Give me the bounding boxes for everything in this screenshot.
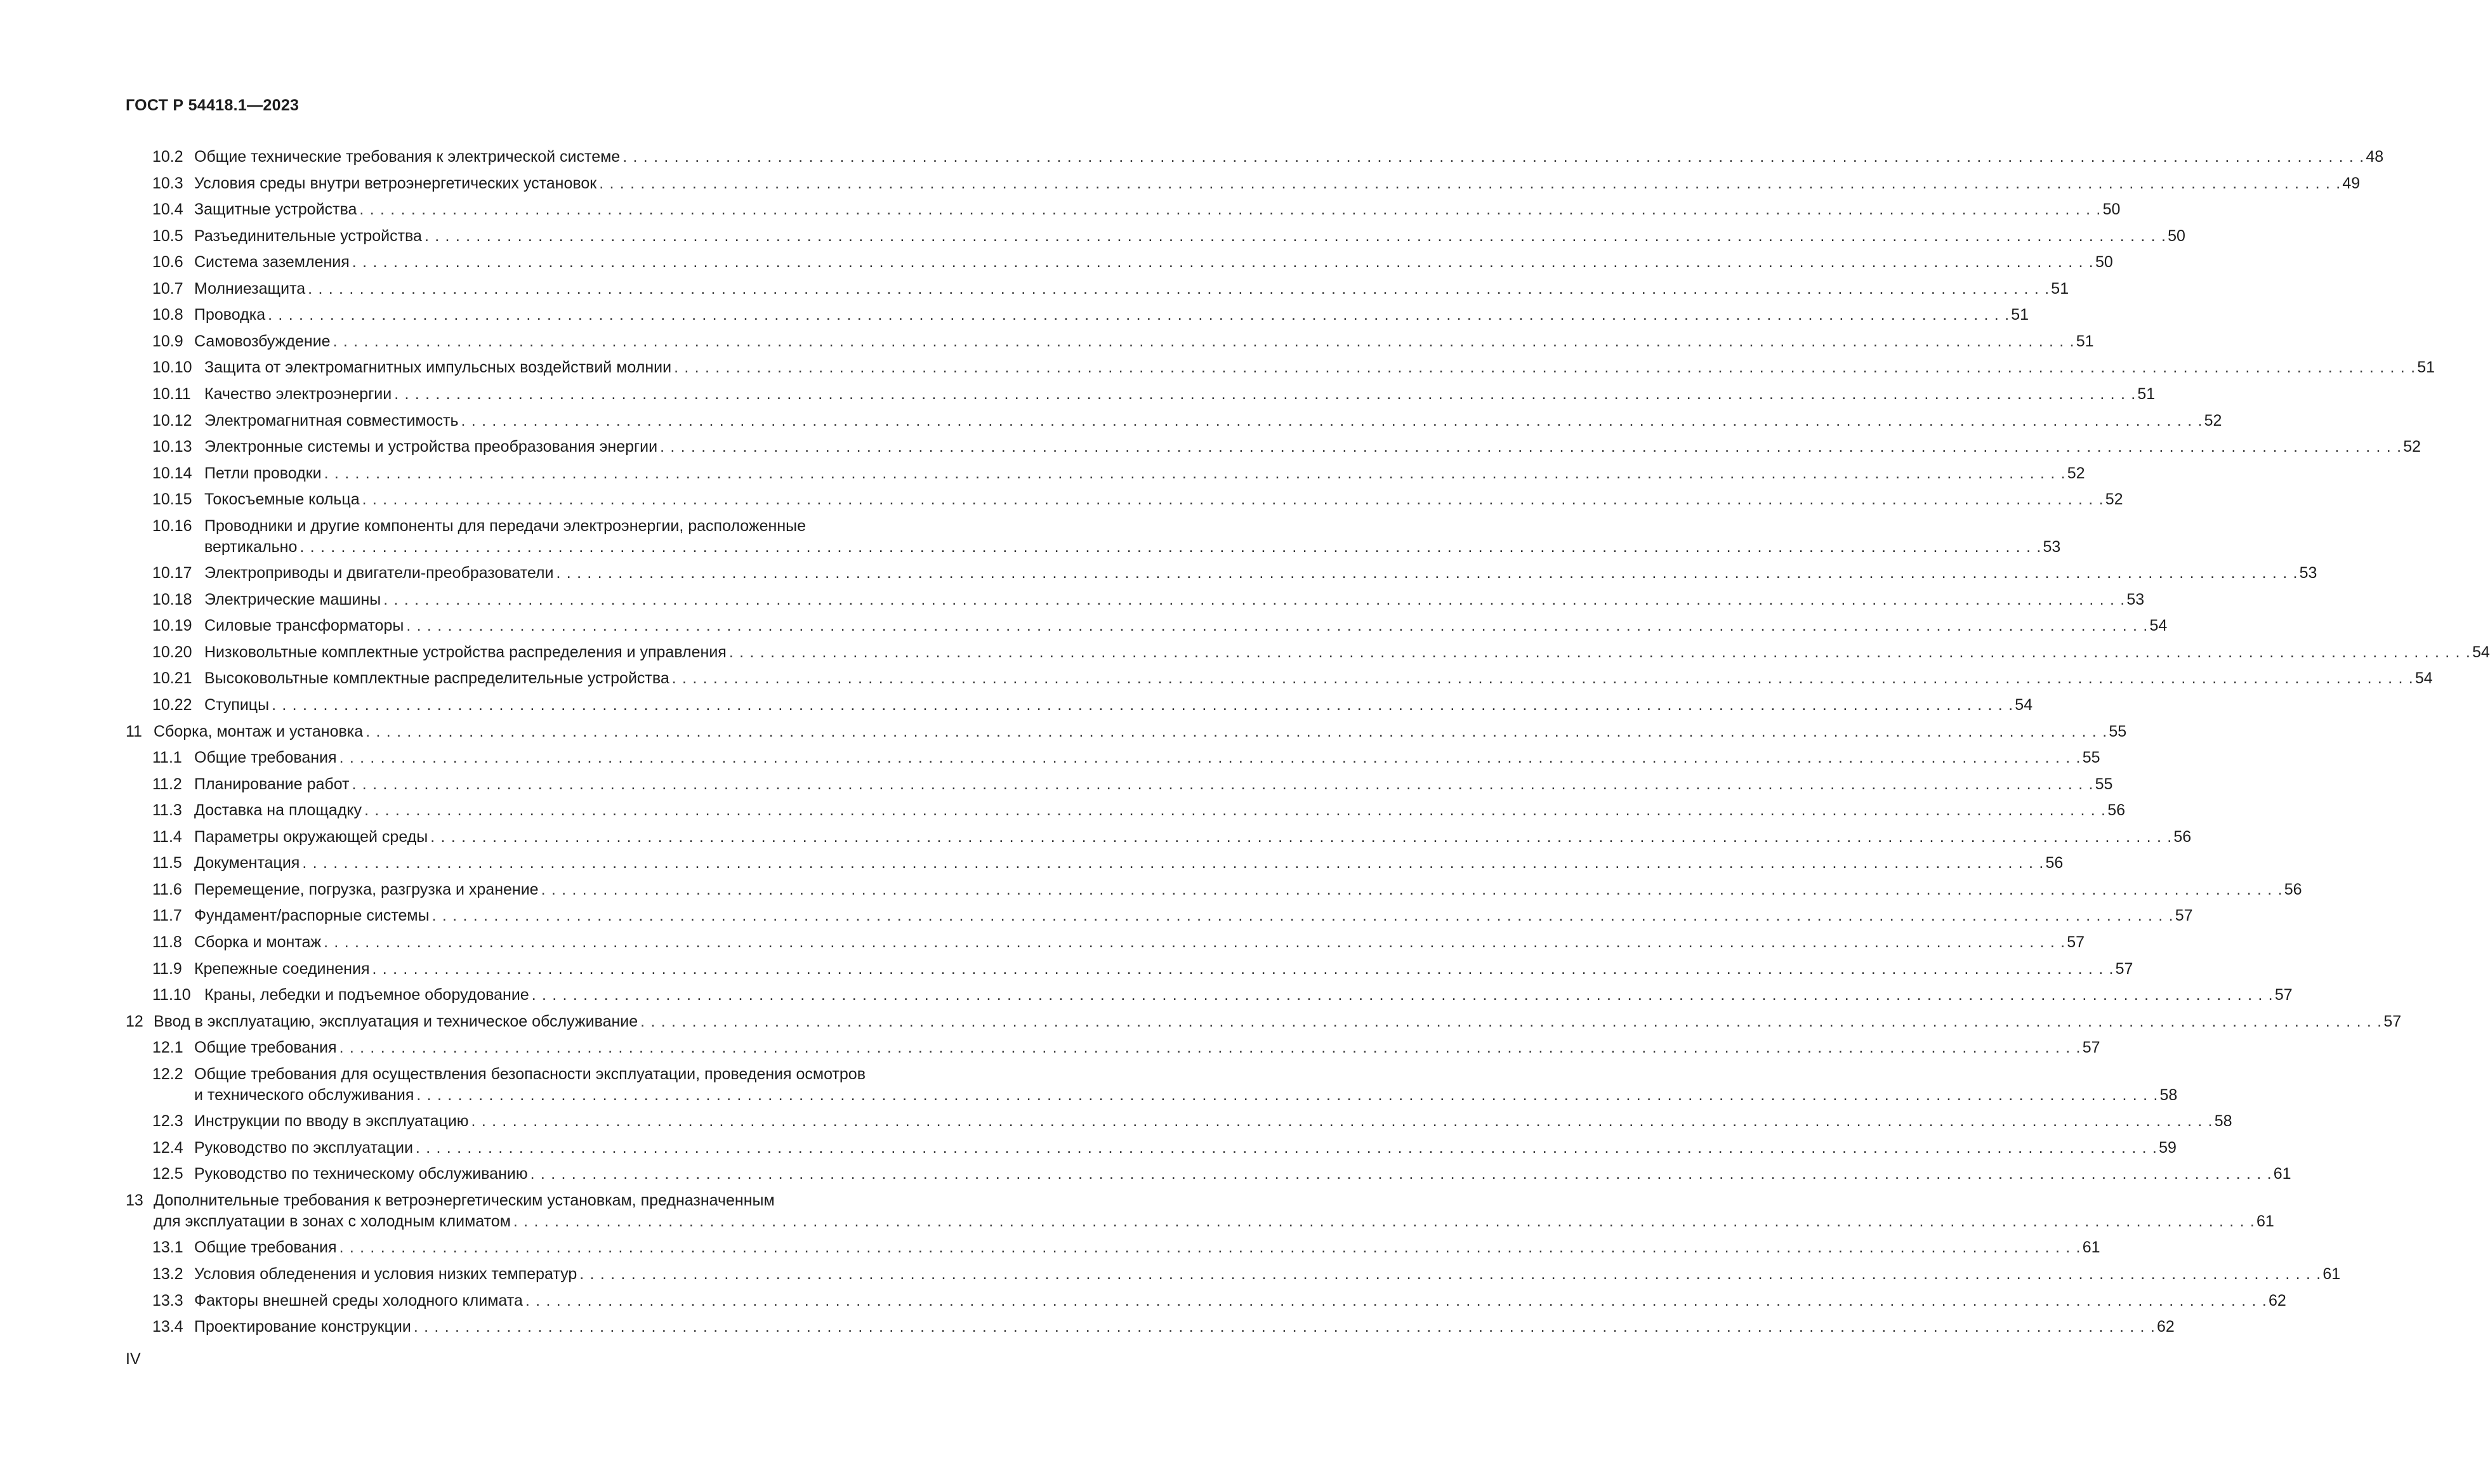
toc-entry-number: 11.1 (152, 749, 182, 767)
toc-leader-dots (525, 1291, 2267, 1310)
toc-leader-dots (324, 933, 2065, 952)
toc-entry-title: Электромагнитная совместимость (204, 411, 459, 430)
toc-entry-page: 50 (2102, 200, 2121, 219)
toc-entry-page: 50 (2168, 227, 2185, 245)
toc-entry-page: 51 (2011, 306, 2029, 324)
toc-leader-dots (339, 1238, 2081, 1257)
toc-entry-title: Ступицы (204, 696, 270, 714)
toc-entry-number: 12.3 (152, 1112, 183, 1131)
toc-entry-number: 10.7 (152, 279, 183, 298)
toc-entry-number: 11 (126, 722, 142, 740)
toc-entry-title: Качество электроэнергии (204, 384, 392, 403)
toc-entry-title: Петли проводки (204, 464, 322, 482)
toc-entry-title: Документация (194, 854, 300, 872)
toc-leader-dots (339, 748, 2081, 767)
toc-entry-page: 61 (2273, 1165, 2291, 1183)
toc-leader-dots (599, 174, 2341, 193)
toc-entry-number: 10.17 (152, 564, 192, 582)
toc-entry-number: 12.5 (152, 1165, 183, 1183)
toc-entry-number: 13 (126, 1191, 143, 1209)
toc-leader-dots (513, 1212, 2255, 1231)
toc-entry-page: 52 (2067, 464, 2085, 482)
toc-entry-title: Защитные устройства (194, 200, 357, 219)
toc-leader-dots (425, 227, 2166, 246)
toc-entry-number: 13.1 (152, 1238, 183, 1257)
toc-entry-page: 62 (2269, 1291, 2286, 1310)
toc-entry-page: 51 (2076, 332, 2094, 350)
toc-entry-title: Молниезащита (194, 279, 306, 298)
toc-entry-page: 51 (2417, 358, 2435, 377)
toc-entry-page: 58 (2214, 1112, 2232, 1131)
toc-entry-page: 53 (2299, 564, 2317, 582)
page-number: IV (126, 1350, 141, 1368)
toc-leader-dots (660, 437, 2402, 456)
toc-entry-title: Общие требования (194, 749, 337, 767)
toc-entry-title: Силовые трансформаторы (204, 617, 404, 635)
toc-entry-title: Разъединительные устройства (194, 227, 422, 245)
toc-entry-page: 52 (2105, 490, 2123, 509)
toc-entry-title: Руководство по техническому обслуживанию (194, 1165, 528, 1183)
toc-entry-title: для эксплуатации в зонах с холодным климатом (154, 1212, 511, 1230)
toc-entry-title: Токосъемные кольца (204, 490, 360, 509)
toc-entry-page: 51 (2137, 384, 2156, 403)
toc-leader-dots (430, 827, 2172, 846)
toc-entry-number: 11.3 (152, 801, 182, 820)
toc-entry-number: 10.6 (152, 253, 183, 272)
toc-entry-number: 10.4 (152, 200, 183, 219)
toc-leader-dots (308, 279, 2050, 298)
toc-entry-title: Электрические машины (204, 590, 381, 608)
toc-entry-number: 10.22 (152, 696, 192, 714)
toc-entry-title: Общие технические требования к электрической системе (194, 148, 621, 166)
toc-leader-dots (461, 411, 2203, 430)
toc-entry-page: 57 (2082, 1039, 2100, 1057)
toc-leader-dots (364, 801, 2106, 820)
toc-leader-dots (302, 853, 2044, 872)
toc-entry-page: 54 (2149, 617, 2168, 635)
toc-entry-title: Ввод в эксплуатацию, эксплуатация и техническое обслуживание (154, 1012, 638, 1030)
toc-leader-dots (406, 616, 2148, 635)
toc-entry-page: 52 (2204, 411, 2222, 430)
toc-entry-title: Перемещение, погрузка, разгрузка и хранение (194, 880, 539, 898)
toc-entry-number: 11.2 (152, 775, 182, 793)
toc-entry-title: Дополнительные требования к ветроэнергетическим установкам, предназначенным (154, 1191, 775, 1209)
toc-entry-title: Доставка на площадку (194, 801, 362, 820)
toc-entry-number: 12 (126, 1012, 143, 1030)
toc-entry-number: 10.15 (152, 490, 192, 509)
toc-leader-dots (640, 1012, 2382, 1031)
toc-entry-number: 12.2 (152, 1065, 183, 1083)
toc-entry-number: 11.5 (152, 854, 182, 872)
toc-entry-page: 57 (2175, 907, 2193, 925)
toc-entry-title: Условия среды внутри ветроэнергетических установок (194, 174, 597, 192)
toc-leader-dots (300, 537, 2041, 556)
toc-leader-dots (532, 985, 2274, 1004)
toc-entry-page: 56 (2173, 827, 2192, 846)
toc-leader-dots (674, 358, 2416, 377)
toc-entry-title: Высоковольтные комплектные распределительные устройства (204, 669, 669, 688)
toc-entry-title: Руководство по эксплуатации (194, 1138, 413, 1157)
toc-leader-dots (471, 1112, 2213, 1131)
toc-entry-title: Краны, лебедки и подъемное оборудование (204, 986, 529, 1004)
toc-entry-page: 61 (2082, 1238, 2100, 1257)
toc-entry-page: 56 (2045, 854, 2064, 872)
toc-entry-title: Проводка (194, 306, 266, 324)
toc-entry-title: Электроприводы и двигатели-преобразователи (204, 564, 554, 582)
toc-leader-dots (333, 332, 2075, 351)
toc-entry-number: 13.3 (152, 1291, 183, 1310)
toc-leader-dots (416, 1138, 2157, 1157)
toc-entry-number: 10.11 (152, 384, 191, 403)
toc-entry-title: Сборка и монтаж (194, 933, 322, 951)
toc-entry-page: 54 (2414, 669, 2433, 688)
toc-leader-dots (557, 563, 2298, 582)
toc-leader-dots (729, 643, 2471, 662)
toc-leader-dots (359, 200, 2101, 219)
toc-entry-page: 57 (2067, 933, 2085, 951)
toc-entry-number: 10.16 (152, 516, 192, 535)
toc-entry-title: и технического обслуживания (194, 1086, 414, 1104)
toc-entry-number: 10.19 (152, 617, 192, 635)
toc-entry-title: Проектирование конструкции (194, 1318, 411, 1336)
toc-entry-page: 58 (2159, 1086, 2178, 1104)
toc-leader-dots (366, 722, 2107, 741)
toc-leader-dots (362, 490, 2104, 509)
toc-entry-number: 10.12 (152, 411, 192, 430)
toc-entry-page: 59 (2159, 1138, 2177, 1157)
toc-entry-page: 55 (2109, 722, 2127, 740)
toc-entry-number: 10.10 (152, 358, 192, 377)
toc-entry-title: Общие требования для осуществления безопасности эксплуатации, проведения осмотров (194, 1065, 866, 1083)
toc-entry-page: 52 (2403, 438, 2421, 456)
toc-leader-dots (622, 147, 2364, 166)
toc-entry-number: 12.4 (152, 1138, 183, 1157)
toc-leader-dots (339, 1038, 2081, 1057)
toc-entry-number: 10.14 (152, 464, 192, 482)
toc-leader-dots (272, 695, 2013, 714)
toc-leader-dots (324, 464, 2066, 483)
toc-leader-dots (530, 1164, 2272, 1183)
toc-entry-number: 10.9 (152, 332, 183, 350)
toc-leader-dots (268, 305, 2010, 324)
toc-entry-title: Общие требования (194, 1039, 337, 1057)
toc-leader-dots (672, 669, 2414, 688)
toc-leader-dots (394, 384, 2136, 404)
toc-entry-title: Условия обледенения и условия низких температур (194, 1265, 577, 1283)
toc-entry-page: 62 (2156, 1318, 2175, 1336)
toc-entry-number: 13.4 (152, 1318, 183, 1336)
toc-entry-title: Планирование работ (194, 775, 350, 793)
toc-entry-page: 57 (2274, 986, 2293, 1004)
toc-entry-number: 10.13 (152, 438, 192, 456)
toc-entry-number: 10.2 (152, 148, 183, 166)
toc-entry-page: 55 (2095, 775, 2113, 793)
toc-entry-page: 54 (2015, 696, 2033, 714)
toc-entry-title: Проводники и другие компоненты для передачи электроэнергии, расположенные (204, 516, 807, 535)
toc-leader-dots (579, 1264, 2321, 1284)
toc-entry-page: 55 (2082, 749, 2100, 767)
toc-entry-number: 11.9 (152, 959, 182, 978)
toc-entry-page: 61 (2322, 1265, 2341, 1283)
toc-entry-page: 56 (2284, 880, 2302, 898)
toc-entry-number: 13.2 (152, 1265, 183, 1283)
toc-entry-page: 53 (2043, 537, 2061, 556)
toc-entry-title: Защита от электромагнитных импульсных воздействий молнии (204, 358, 672, 377)
toc-entry-title: Инструкции по вводу в эксплуатацию (194, 1112, 469, 1131)
toc-entry-number: 10.8 (152, 306, 183, 324)
toc-entry-number: 11.8 (152, 933, 182, 951)
toc-entry-page: 54 (2472, 643, 2490, 661)
toc-entry-number: 10.18 (152, 590, 192, 608)
toc-entry-title: Факторы внешней среды холодного климата (194, 1291, 523, 1310)
toc-entry-number: 10.20 (152, 643, 192, 661)
toc-leader-dots (352, 775, 2094, 794)
toc-entry-page: 53 (2126, 590, 2145, 608)
toc-leader-dots (383, 590, 2125, 609)
toc-leader-dots (432, 906, 2174, 925)
toc-entry-number: 10.3 (152, 174, 183, 192)
toc-entry-number: 11.4 (152, 827, 182, 846)
toc-entry-title: Система заземления (194, 253, 350, 272)
toc-leader-dots (541, 880, 2283, 899)
toc-leader-dots (414, 1317, 2156, 1336)
toc-entry-number: 11.7 (152, 907, 182, 925)
toc-entry-page: 49 (2342, 174, 2361, 192)
toc-entry-title: Параметры окружающей среды (194, 827, 428, 846)
toc-leader-dots (416, 1086, 2158, 1105)
toc-entry-page: 57 (2383, 1012, 2402, 1030)
toc-entry-title: Электронные системы и устройства преобразования энергии (204, 438, 658, 456)
toc-entry-page: 50 (2095, 253, 2113, 272)
toc-entry-number: 10.21 (152, 669, 192, 688)
toc-leader-dots (352, 253, 2094, 272)
toc-entry-title: Сборка, монтаж и установка (154, 722, 364, 740)
toc-entry-number: 10.5 (152, 227, 183, 245)
toc-entry-number: 12.1 (152, 1039, 183, 1057)
toc-entry-title: Низковольтные комплектные устройства распределения и управления (204, 643, 727, 661)
toc-entry-title: Общие требования (194, 1238, 337, 1257)
toc-entry-number: 11.10 (152, 986, 191, 1004)
document-header: ГОСТ Р 54418.1—2023 (126, 96, 300, 114)
toc-entry-page: 61 (2256, 1212, 2274, 1230)
toc-entry-title: Фундамент/распорные системы (194, 907, 430, 925)
toc-entry-page: 57 (2115, 959, 2133, 978)
toc-entry-title: вертикально (204, 537, 298, 556)
toc-entry-title: Крепежные соединения (194, 959, 370, 978)
toc-entry-title: Самовозбуждение (194, 332, 331, 350)
toc-leader-dots (372, 959, 2114, 978)
toc-entry-page: 48 (2366, 148, 2384, 166)
toc-entry-page: 51 (2051, 279, 2069, 298)
toc-entry-number: 11.6 (152, 880, 182, 898)
toc-entry-page: 56 (2107, 801, 2126, 820)
